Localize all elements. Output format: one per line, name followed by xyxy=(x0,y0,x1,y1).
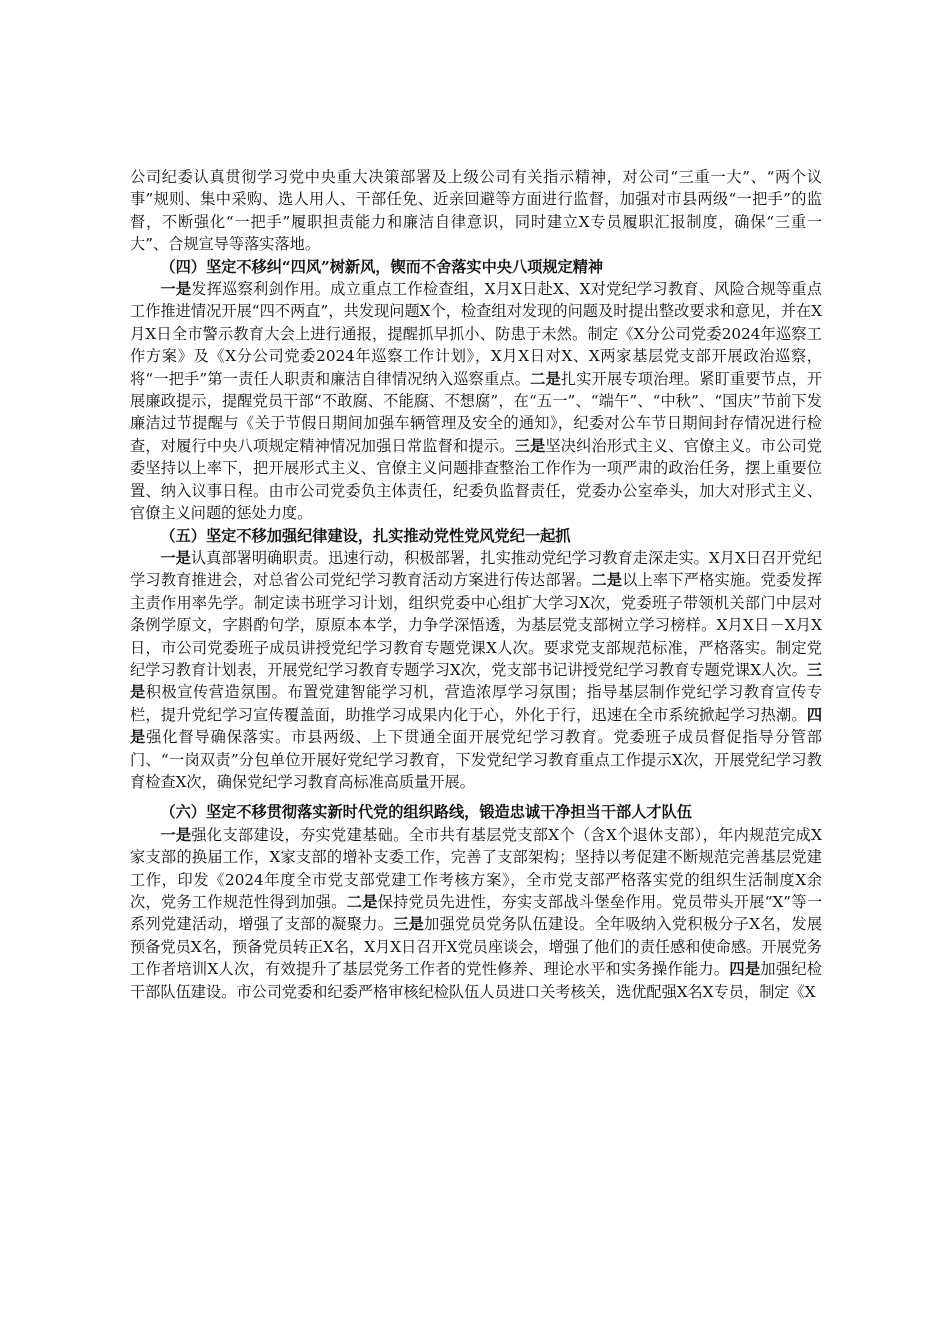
point-text: 扎实开展专项治理。紧盯重要节点，开展廉政提示，提醒党员干部“不敢腐、不能腐、不想腐”，在“五一”、“端午”、“中秋”、“国庆”节前下发廉洁过节提醒与《关于节假日期间加强车辆管理及安全的通知》，纪委对公车节日期间封存情况进行检查，对履行中央八项规定精神情况加强日常监督和提示。 xyxy=(130,369,823,455)
point-marker: 一是 xyxy=(160,280,192,299)
point-text: 认真部署明确职责。迅速行动，积极部署，扎实推动党纪学习教育走深走实。X月X日召开党纪学习教育推进会，对总省公司党纪学习教育活动方案进行传达部署。 xyxy=(130,548,823,590)
point-text: 积极宣传营造氛围。布置党建智能学习机，营造浓厚学习氛围；指导基层制作党纪学习教育宣传专栏，提升党纪学习宣传覆盖面，助推学习成果内化于心，外化于行，迅速在全市系统掀起学习热潮。 xyxy=(130,683,823,724)
point-text: 强化支部建设，夯实党建基础。全市共有基层党支部X个（含X个退休支部），年内规范完成X家支部的换届工作，X家支部的增补支委工作，完善了支部架构；坚持以考促建不断规范完善基层党建工作，印发《2024年度全市党支部党建工作考核方案》，全市党支部严格落实党的组织生活制度X余次，党务工作规范性得到加强。 xyxy=(130,825,822,911)
section-4-paragraph xyxy=(130,278,822,524)
section-heading-6: （六）坚定不移贯彻落实新时代党的组织路线，锻造忠诚干净担当干部人才队伍 xyxy=(160,803,692,822)
point-text: 加强纪检干部队伍建设。市公司党委和纪委严格审核纪检队伍人员进口关考核关，选优配强X名X专员，制定《X xyxy=(130,960,823,1001)
intro-paragraph: 公司纪委认真贯彻学习党中央重大决策部署及上级公司有关指示精神，对公司“三重一大”、“两个议事”规则、集中采购、选人用人、干部任免、近亲回避等方面进行监督，加强对市县两级“一把手”的监督，不断强化“一把手”履职担责能力和廉洁自律意识，同时建立X专员履职汇报制度，确保“三重一大”、合规宣导等落实落地。 xyxy=(130,168,822,254)
document-body xyxy=(130,166,822,1003)
section-heading-5: （五）坚定不移加强纪律建设，扎实推动党性党风党纪一起抓 xyxy=(160,526,571,545)
point-marker: 三是 xyxy=(514,436,546,455)
section-5-paragraph xyxy=(130,547,822,793)
point-marker: 二是 xyxy=(530,369,561,388)
point-text: 加强党员党务队伍建设。全年吸纳入党积极分子X名，发展预备党员X名，预备党员转正X名，X月X日召开X党员座谈会，增强了他们的责任感和使命感。开展党务工作者培训X人次，有效提升了基层党务工作者的党性修养、理论水平和实务操作能力。 xyxy=(130,915,823,979)
point-marker: 二是 xyxy=(591,571,623,590)
point-text: 坚决纠治形式主义、官僚主义。市公司党委坚持以上率下，把开展形式主义、官僚主义问题排查整治工作作为一项严肃的政治任务，摆上重要位置、纳入议事日程。由市公司党委负主体责任，纪委负监督责任，党委办公室牵头，加大对形式主义、官僚主义问题的惩处力度。 xyxy=(130,436,823,523)
point-marker: 三是 xyxy=(130,660,822,702)
point-marker: 四是 xyxy=(729,960,761,979)
point-marker: 一是 xyxy=(160,825,192,844)
point-marker: 四是 xyxy=(130,705,822,747)
point-marker: 一是 xyxy=(160,548,191,567)
point-marker: 三是 xyxy=(393,915,425,934)
point-marker: 二是 xyxy=(346,893,378,911)
point-text: 以上率下严格实施。党委发挥主责作用率先学。制定读书班学习计划，组织党委中心组扩大学习X次，党委班子带领机关部门中层对条例学原文，字斟酌句学，原原本本学，力争学深悟透，为基层党支部树立学习榜样。X月X日－X月X日，市公司党委班子成员讲授党纪学习教育专题党课X人次。要求党支部规范标准，严格落实。制定党纪学习教育计划表，开展党纪学习教育专题学习X次，党支部书记讲授党纪学习教育专题党课X人次。 xyxy=(130,571,823,679)
point-text: 保持党员先进性，夯实支部战斗堡垒作用。党员带头开展“X”等一系列党建活动，增强了支部的凝聚力。 xyxy=(130,893,823,934)
point-text: 强化督导确保落实。市县两级、上下贯通全面开展党纪学习教育。党委班子成员督促指导分管部门、“一岗双责”分包单位开展好党纪学习教育，下发党纪学习教育重点工作提示X次，开展党纪学习教育检查X次，确保党纪学习教育高标准高质量开展。 xyxy=(130,728,823,791)
section-heading-4: （四）坚定不移纠“四风”树新风，锲而不舍落实中央八项规定精神 xyxy=(160,257,604,276)
section-6-paragraph xyxy=(130,824,822,1003)
point-text: 发挥巡察利剑作用。成立重点工作检查组，X月X日赴X、X对党纪学习教育、风险合规等重点工作推进情况开展“四不两直”，共发现问题X个，检查组对发现的问题及时提出整改要求和意见，并在X月X日全市警示教育大会上进行通报，提醒抓早抓小、防患于未然。制定《X分公司党委2024年巡察工作方案》及《X分公司党委2024年巡察工作计划》，X月X日对X、X两家基层党支部开展政治巡察，将“一把手”第一责任人职责和廉洁自律情况纳入巡察重点。 xyxy=(130,280,823,388)
